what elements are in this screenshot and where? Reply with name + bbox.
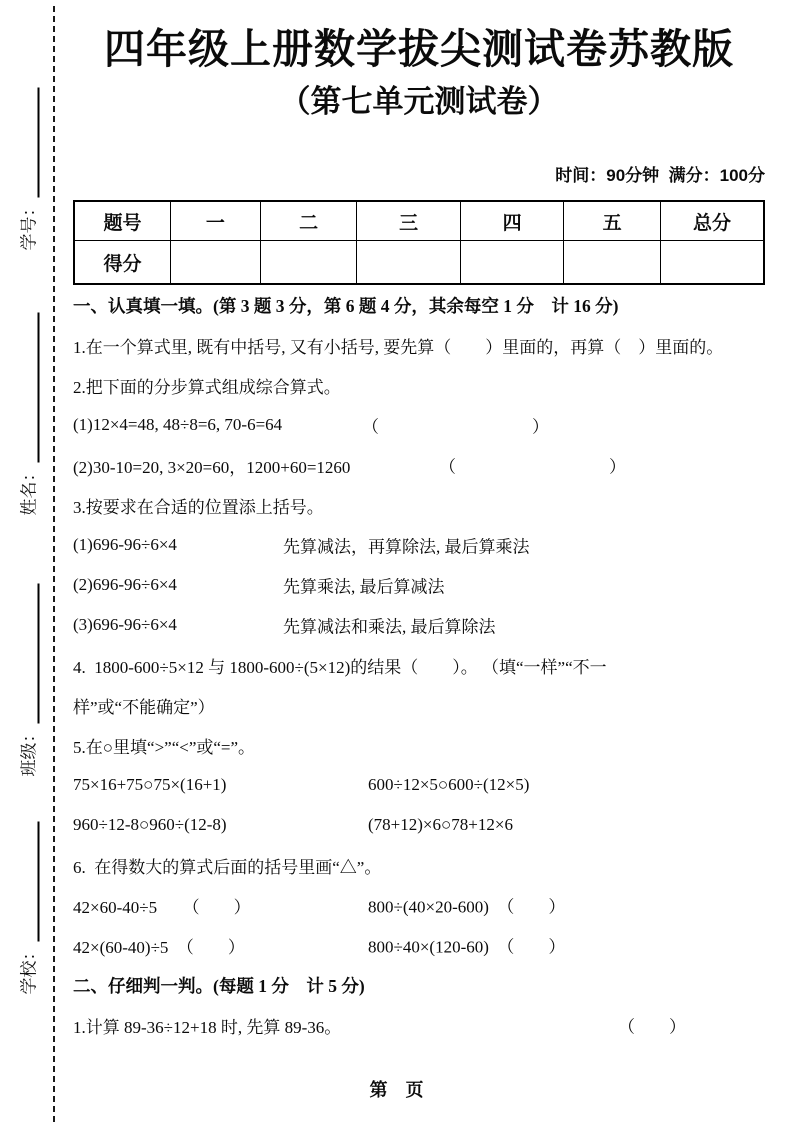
question-2-item-1-answer-bracket: （ ） (362, 417, 549, 437)
score-header-cell: 题号 (74, 201, 171, 241)
question-4-line-2: 样”或“不能确定”） (73, 697, 215, 717)
score-row-label: 得分 (74, 241, 171, 285)
score-header-cell: 总分 (660, 201, 764, 241)
name-label: 姓名： (19, 464, 39, 516)
question-3-item-2-expression: (2)696-96÷6×4 (73, 575, 177, 594)
score-table-header-row (74, 201, 764, 241)
paper-title: 四年级上册数学拔尖测试卷苏教版 (104, 26, 734, 72)
sidebar-field-name (20, 309, 40, 516)
question-6-row-1 (73, 885, 765, 925)
name-blank-line (34, 313, 40, 463)
section-one-heading: 一、认真填一填。(第 3 题 3 分，第 6 题 4 分，其余每空 1 分 计 16 分) (73, 295, 619, 316)
question-5-intro: 5.在○里填“>”“<”或“=”。 (73, 737, 256, 757)
question-5-compare-3: 960÷12-8○960÷(12-8) (73, 815, 227, 834)
section-two-question-1 (73, 1005, 765, 1045)
section-two-heading: 二、仔细判一判。(每题 1 分 计 5 分) (73, 975, 365, 996)
question-2-intro: 2.把下面的分步算式组成综合算式。 (73, 377, 341, 397)
question-3-item-1-rule: 先算减法，再算除法, 最后算乘法 (283, 537, 530, 557)
question-2-item-2-answer-bracket: （ ） (439, 457, 626, 477)
question-5-compare-1: 75×16+75○75×(16+1) (73, 775, 227, 794)
question-3-item-2 (73, 565, 765, 605)
score-header-cell: 三 (357, 201, 461, 241)
score-header-cell: 四 (460, 201, 564, 241)
question-4-line-1: 4. 1800-600÷5×12 与 1800-600÷(5×12)的结果（ ）。 （填“一样”“不一 (73, 657, 607, 677)
score-header-cell: 一 (171, 201, 261, 241)
class-label: 班级： (19, 725, 39, 777)
score-cell (660, 241, 764, 285)
question-6-expression-4: 800÷40×(120-60) （ ） (368, 937, 566, 957)
exam-meta: 时间：90分钟 满分：100分 (555, 166, 765, 185)
question-6-row-2 (73, 925, 765, 965)
question-5-row-1 (73, 765, 765, 805)
question-2-item-1 (73, 405, 765, 445)
score-header-cell: 五 (564, 201, 661, 241)
question-2-item-2-expression: (2)30-10=20, 3×20=60，1200+60=1260 (73, 457, 351, 477)
class-blank-line (34, 584, 40, 724)
question-5-compare-2: 600÷12×5○600÷(12×5) (368, 775, 530, 794)
sidebar-field-student-number (20, 84, 40, 251)
student-number-label: 学号： (19, 199, 39, 251)
section-two-question-1-text: 1.计算 89-36÷12+18 时, 先算 89-36。 (73, 1017, 342, 1037)
question-3-item-2-rule: 先算乘法, 最后算减法 (283, 577, 445, 597)
question-3-item-1 (73, 525, 765, 565)
score-cell (564, 241, 661, 285)
question-3-item-3-expression: (3)696-96÷6×4 (73, 615, 177, 634)
question-5-compare-4: (78+12)×6○78+12×6 (368, 815, 513, 834)
seal-dashed-line (53, 6, 55, 1122)
page-footer: 第 页 (369, 1080, 424, 1100)
question-6-expression-3: 42×(60-40)÷5 （ ） (73, 937, 245, 957)
paper-subtitle: （第七单元测试卷） (279, 84, 559, 119)
section-two-question-1-answer-bracket: （ ） (618, 1017, 686, 1037)
score-table-score-row (74, 241, 764, 285)
paper-content (73, 0, 765, 1045)
score-table (73, 200, 765, 285)
sidebar-field-school (20, 818, 40, 995)
question-6-expression-1: 42×60-40÷5 （ ） (73, 897, 251, 917)
question-1: 1.在一个算式里, 既有中括号, 又有小括号, 要先算（ ）里面的，再算（ ）里面的。 (73, 337, 724, 357)
question-2-item-2 (73, 445, 765, 485)
question-2-item-1-expression: (1)12×4=48, 48÷8=6, 70-6=64 (73, 415, 283, 434)
question-3-item-3-rule: 先算减法和乘法, 最后算除法 (283, 617, 496, 637)
school-blank-line (34, 822, 40, 942)
score-cell (171, 241, 261, 285)
score-cell (460, 241, 564, 285)
question-3-item-3 (73, 605, 765, 645)
school-label: 学校： (19, 943, 39, 995)
question-3-item-1-expression: (1)696-96÷6×4 (73, 535, 177, 554)
sidebar-field-class (20, 580, 40, 777)
question-6-expression-2: 800÷(40×20-600) （ ） (368, 897, 566, 917)
question-6-intro: 6. 在得数大的算式后面的括号里画“△”。 (73, 857, 382, 877)
question-5-row-2 (73, 805, 765, 845)
score-cell (260, 241, 357, 285)
score-cell (357, 241, 461, 285)
question-3-intro: 3.按要求在合适的位置添上括号。 (73, 497, 324, 517)
student-number-blank-line (34, 88, 40, 198)
score-header-cell: 二 (260, 201, 357, 241)
